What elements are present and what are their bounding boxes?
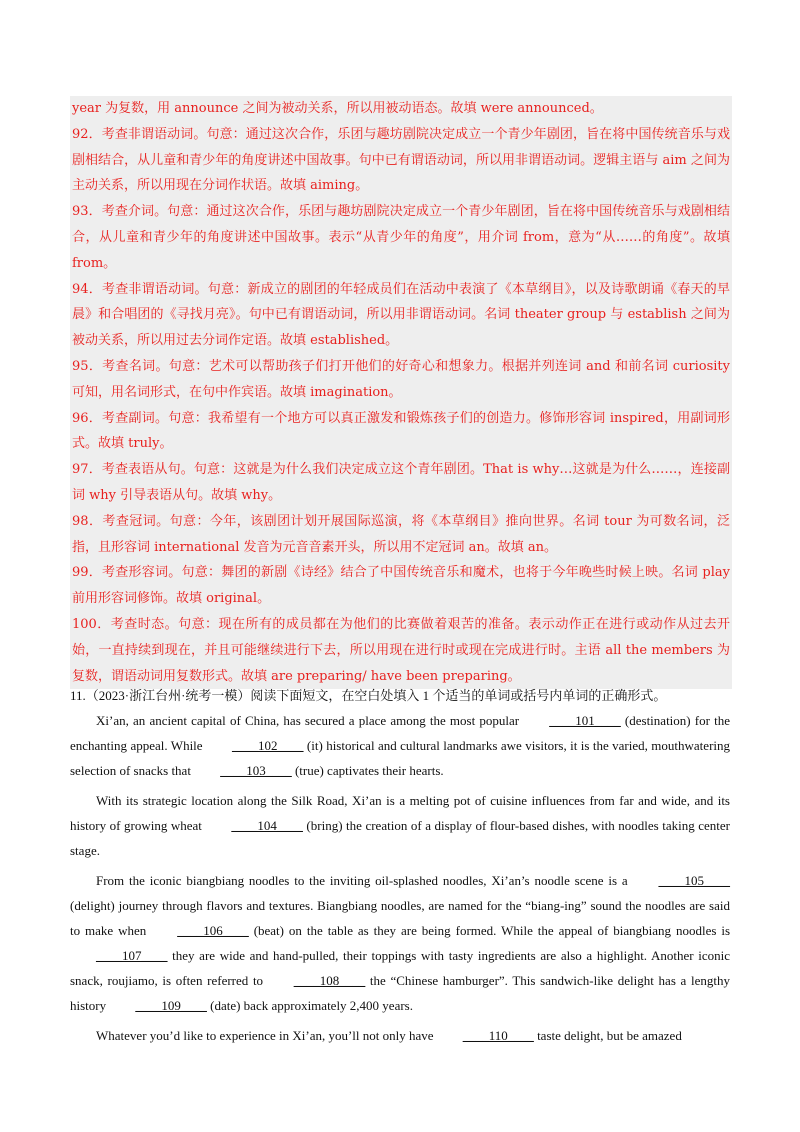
- answer-95: 95．考查名词。句意：艺术可以帮助孩子们打开他们的好奇心和想象力。根据并列连词 and 和前名词 curiosity 可知，用名词形式，在句中作宾语。故填 imagination。: [72, 358, 730, 400]
- passage-paragraph-2: With its strategic location along the Silk Road, Xi’an is a melting pot of cuisine influences from far and wide, and its history of growing wheat ____104____ (bring) the creation of a display of flour-based dishes, with noodles taking center stage.: [70, 793, 731, 858]
- blank-104: ____104____: [231, 818, 303, 833]
- blank-101: ____101____: [549, 713, 621, 728]
- blank-107: ____107____: [96, 948, 168, 963]
- passage-paragraph-3: From the iconic biangbiang noodles to the inviting oil-splashed noodles, Xi’an’s noodle scene is a ____105____ (delight) journey through flavors and textures. Biangbiang noodles, are named for the “biang-ing” sound the noodles are said to make when ____106____ (beat) on the table as they are being formed. While the appeal of biangbiang noodles is ____107____ they are wide and hand-pulled, their toppings with tasty ingredients are also a highlight. Another iconic snack, roujiamo, is often referred to ____108____ the “Chinese hamburger”. This sandwich-like delight has a lengthy history ____109____ (date) back approximately 2,400 years.: [70, 868, 730, 1018]
- blank-108: ____108____: [293, 973, 366, 988]
- answer-98: 98．考查冠词。句意：今年，该剧团计划开展国际巡演，将《本草纲目》推向世界。名词 tour 为可数名词，泛指，且形容词 international 发音为元音音素开头，所以用不定冠词 an。故填 an。: [72, 513, 730, 555]
- answer-100: 100．考查时态。句意：现在所有的成员都在为他们的比赛做着艰苦的准备。表示动作正在进行或动作从过去开始，一直持续到现在，并且可能继续进行下去，所以用现在进行时或现在完成进行时。主语 all the members 为复数，谓语动词用复数形式。故填 are preparing/ have been preparing。: [72, 616, 730, 684]
- answer-91-tail: year 为复数，用 announce 之间为被动关系，所以用被动语态。故填 were announced。: [72, 101, 603, 116]
- blank-109: ____109____: [135, 998, 207, 1013]
- question-header: 11.（2023·浙江台州·统考一模）阅读下面短文，在空白处填入 1 个适当的单词或括号内单词的正确形式。: [70, 688, 667, 703]
- blank-103: ____103____: [220, 763, 292, 778]
- answer-94: 94．考查非谓语动词。句意：新成立的剧团的年轻成员们在活动中表演了《本草纲目》，以及诗歌朗诵《春天的早晨》和合唱团的《寻找月亮》。句中已有谓语动词，所以用非谓语动词。名词 theater group 与 establish 之间为被动关系，所以用过去分词作定语。故填 established。: [72, 281, 730, 349]
- blank-106: ____106____: [177, 923, 249, 938]
- answer-explanations: [70, 96, 732, 689]
- answer-99: 99．考查形容词。句意：舞团的新剧《诗经》结合了中国传统音乐和魔术，也将于今年晚些时候上映。名词 play 前用形容词修饰。故填 original。: [72, 565, 730, 607]
- answer-96: 96．考查副词。句意：我希望有一个地方可以真正激发和锻炼孩子们的创造力。修饰形容词 inspired，用副词形式。故填 truly。: [72, 410, 730, 452]
- question-11: [70, 683, 730, 1048]
- answer-92: 92．考查非谓语动词。句意：通过这次合作，乐团与趣坊剧院决定成立一个青少年剧团，旨在将中国传统音乐与戏剧相结合，从儿童和青少年的角度讲述中国故事。句中已有谓语动词，所以用非谓语动词。逻辑主语与 aim 之间为主动关系，所以用现在分词作状语。故填 aiming。: [72, 126, 730, 194]
- blank-110: ____110____: [462, 1028, 534, 1043]
- blank-105: ____105____: [658, 873, 730, 888]
- blank-102: ____102____: [231, 738, 304, 753]
- answer-93: 93．考查介词。句意：通过这次合作，乐团与趣坊剧院决定成立一个青少年剧团，旨在将中国传统音乐与戏剧相结合，从儿童和青少年的角度讲述中国故事。表示“从青少年的角度”，用介词 from，意为“从……的角度”。故填 from。: [72, 204, 730, 271]
- passage-paragraph-4: Whatever you’d like to experience in Xi’an, you’ll not only have ____110____ taste delight, but be amazed: [70, 1023, 730, 1048]
- answer-97: 97．考查表语从句。句意：这就是为什么我们决定成立这个青年剧团。That is why…这就是为什么……，连接副词 why 引导表语从句。故填 why。: [72, 462, 730, 503]
- passage-paragraph-1: Xi’an, an ancient capital of China, has secured a place among the most popular ____101____ (destination) for the enchanting appeal. While ____102____ (it) historical and cultural landmarks awe visitors, it is the varied, mouthwatering selection of snacks that ____103____ (true) captivates their hearts.: [70, 708, 730, 783]
